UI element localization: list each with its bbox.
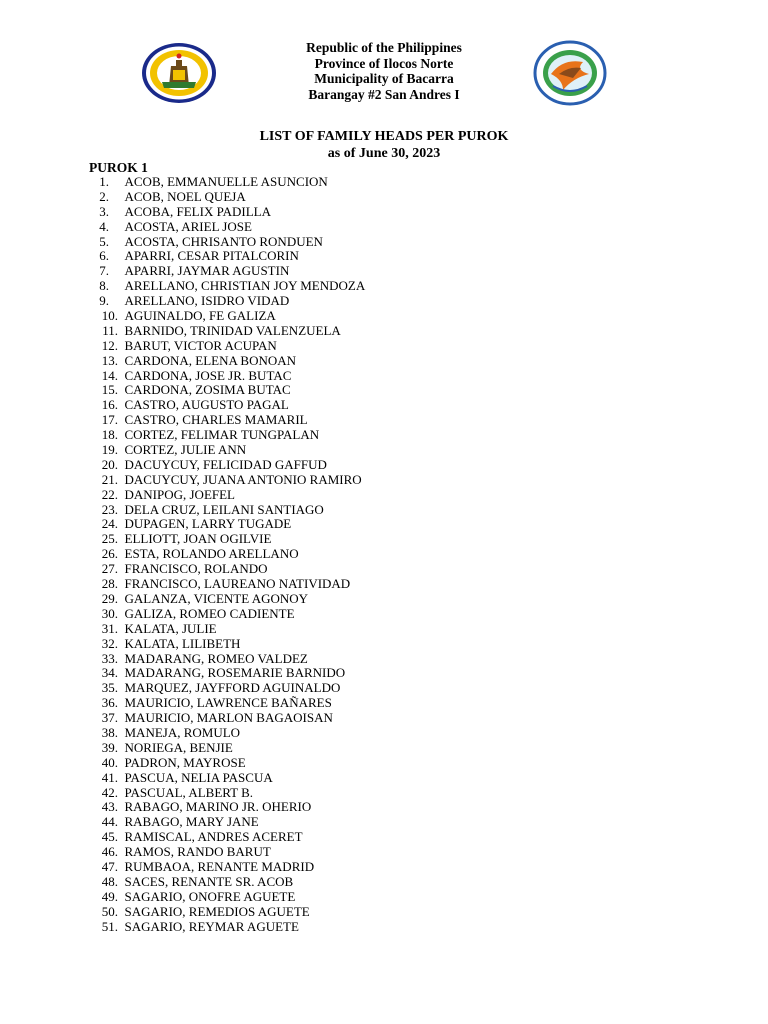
list-item-number: 33. <box>101 650 118 666</box>
family-heads-list <box>88 175 365 934</box>
list-item <box>88 532 365 547</box>
list-item <box>88 220 365 235</box>
list-item-number: 21. <box>101 471 118 487</box>
header-municipality: Municipality of Bacarra <box>314 71 454 86</box>
list-item <box>88 607 365 622</box>
list-item <box>88 279 365 294</box>
list-item-name: MANEJA, ROMULO <box>124 724 241 740</box>
list-item-name: CASTRO, AUGUSTO PAGAL <box>124 397 289 413</box>
list-item-number: 32. <box>101 635 118 651</box>
list-item <box>88 726 365 741</box>
list-item-number: 5. <box>99 233 109 249</box>
list-item <box>88 443 365 458</box>
list-item-name: RABAGO, MARY JANE <box>124 814 259 830</box>
list-item <box>88 458 365 473</box>
list-item-name: CARDONA, JOSE JR. BUTAC <box>124 367 292 383</box>
list-item-number: 36. <box>101 695 118 711</box>
list-item <box>88 652 365 667</box>
list-item-number: 40. <box>101 754 118 770</box>
list-item-number: 26. <box>101 546 118 562</box>
list-item <box>88 666 365 681</box>
list-item-number: 8. <box>99 278 109 294</box>
list-item <box>88 845 365 860</box>
list-item-number: 41. <box>101 769 118 785</box>
list-item-name: CORTEZ, FELIMAR TUNGPALAN <box>124 427 320 443</box>
list-item-name: MARQUEZ, JAYFFORD AGUINALDO <box>124 680 341 696</box>
list-item-name: MAURICIO, MARLON BAGAOISAN <box>124 710 333 726</box>
list-item <box>88 637 365 652</box>
list-item-name: CARDONA, ZOSIMA BUTAC <box>124 382 291 398</box>
list-item-name: GALIZA, ROMEO CADIENTE <box>124 605 295 621</box>
header-province: Province of Ilocos Norte <box>314 55 454 71</box>
list-item-name: DACUYCUY, JUANA ANTONIO RAMIRO <box>124 471 362 487</box>
list-item-number: 31. <box>101 620 118 636</box>
list-item-number: 34. <box>101 665 118 681</box>
list-item-name: ACOSTA, CHRISANTO RONDUEN <box>124 233 323 249</box>
list-item <box>88 547 365 562</box>
list-item-name: ARELLANO, ISIDRO VIDAD <box>124 293 290 309</box>
list-item <box>88 756 365 771</box>
list-item-name: KALATA, LILIBETH <box>124 635 241 651</box>
list-item-name: RABAGO, MARINO JR. OHERIO <box>124 799 312 815</box>
title-date: as of June 30, 2023 <box>327 146 441 161</box>
title-main: LIST OF FAMILY HEADS PER PUROK <box>259 129 509 144</box>
list-item-name: NORIEGA, BENJIE <box>124 739 233 755</box>
list-item <box>88 473 365 488</box>
list-item-number: 48. <box>101 873 118 889</box>
list-item-name: PADRON, MAYROSE <box>124 754 246 770</box>
list-item-number: 14. <box>101 367 118 383</box>
list-item-number: 2. <box>99 188 109 204</box>
list-item-number: 42. <box>101 784 118 800</box>
list-item-number: 11. <box>102 322 118 338</box>
list-item-name: ACOB, EMMANUELLE ASUNCION <box>124 174 328 189</box>
list-item-name: CORTEZ, JULIE ANN <box>124 442 247 458</box>
list-item-number: 16. <box>101 397 118 413</box>
list-item-name: RUMBAOA, RENANTE MADRID <box>124 858 315 874</box>
list-item-name: MADARANG, ROSEMARIE BARNIDO <box>124 665 346 681</box>
list-item <box>88 800 365 815</box>
list-item-number: 44. <box>101 814 118 830</box>
list-item-number: 10. <box>101 308 118 324</box>
list-item <box>88 428 365 443</box>
list-item-name: DELA CRUZ, LEILANI SANTIAGO <box>124 501 324 517</box>
list-item-name: BARNIDO, TRINIDAD VALENZUELA <box>124 322 341 338</box>
list-item <box>88 309 365 324</box>
list-item <box>88 398 365 413</box>
list-item-name: PASCUAL, ALBERT B. <box>124 784 254 800</box>
list-item <box>88 592 365 607</box>
list-item-number: 43. <box>101 799 118 815</box>
list-item <box>88 771 365 786</box>
header-country: Republic of the Philippines <box>306 40 462 55</box>
list-item-name: MAURICIO, LAWRENCE BAÑARES <box>124 695 332 711</box>
list-item <box>88 488 365 503</box>
list-item-number: 3. <box>99 203 109 219</box>
list-item <box>88 503 365 518</box>
list-item-name: DUPAGEN, LARRY TUGADE <box>124 516 292 532</box>
list-item-number: 51. <box>101 918 118 934</box>
list-item-name: MADARANG, ROMEO VALDEZ <box>124 650 308 666</box>
list-item-number: 50. <box>101 903 118 919</box>
list-item-name: ACOBA, FELIX PADILLA <box>124 203 271 219</box>
list-item-number: 9. <box>99 293 109 309</box>
list-item-name: DANIPOG, JOEFEL <box>124 486 235 502</box>
list-item-name: DACUYCUY, FELICIDAD GAFFUD <box>124 456 327 472</box>
list-item-name: BARUT, VICTOR ACUPAN <box>124 337 277 353</box>
list-item-name: CARDONA, ELENA BONOAN <box>124 352 297 368</box>
list-item-number: 37. <box>101 710 118 726</box>
list-item-number: 39. <box>101 739 118 755</box>
list-item <box>88 354 365 369</box>
list-item-number: 23. <box>101 501 118 517</box>
list-item <box>88 830 365 845</box>
list-item <box>88 294 365 309</box>
list-item <box>88 383 365 398</box>
list-item <box>88 890 365 905</box>
list-item-number: 49. <box>101 888 118 904</box>
list-item-number: 18. <box>101 427 118 443</box>
list-item-name: ACOB, NOEL QUEJA <box>124 188 246 204</box>
list-item-name: FRANCISCO, LAUREANO NATIVIDAD <box>124 576 351 592</box>
list-item-name: SAGARIO, REMEDIOS AGUETE <box>124 903 310 919</box>
list-item-number: 12. <box>101 337 118 353</box>
list-item-name: KALATA, JULIE <box>124 620 217 636</box>
header-barangay: Barangay #2 San Andres I <box>308 86 460 102</box>
list-item-name: ESTA, ROLANDO ARELLANO <box>124 546 299 562</box>
list-item-number: 46. <box>101 844 118 860</box>
document-title <box>0 128 768 162</box>
list-item-number: 28. <box>101 576 118 592</box>
list-item-number: 7. <box>99 263 109 279</box>
list-item <box>88 264 365 279</box>
list-item <box>88 235 365 250</box>
list-item <box>88 696 365 711</box>
list-item-number: 35. <box>101 680 118 696</box>
list-item-number: 45. <box>101 829 118 845</box>
list-item-name: SAGARIO, ONOFRE AGUETE <box>124 888 296 904</box>
list-item <box>88 786 365 801</box>
list-item <box>88 249 365 264</box>
list-item-number: 6. <box>99 248 109 264</box>
list-item-number: 17. <box>101 412 118 428</box>
list-item <box>88 622 365 637</box>
list-item-number: 20. <box>101 456 118 472</box>
list-item-name: SAGARIO, REYMAR AGUETE <box>124 918 299 934</box>
list-item <box>88 681 365 696</box>
list-item-name: APARRI, JAYMAR AGUSTIN <box>124 263 290 279</box>
list-item-name: ARELLANO, CHRISTIAN JOY MENDOZA <box>124 278 366 294</box>
list-item-name: RAMISCAL, ANDRES ACERET <box>124 829 303 845</box>
list-item-number: 22. <box>101 486 118 502</box>
list-item <box>88 175 365 190</box>
list-item-number: 15. <box>101 382 118 398</box>
list-item-number: 13. <box>101 352 118 368</box>
list-item-name: FRANCISCO, ROLANDO <box>124 561 268 577</box>
list-item <box>88 562 365 577</box>
list-item-name: AGUINALDO, FE GALIZA <box>124 308 276 324</box>
list-item <box>88 711 365 726</box>
list-item-number: 30. <box>101 605 118 621</box>
list-item <box>88 577 365 592</box>
list-item <box>88 905 365 920</box>
list-item-name: APARRI, CESAR PITALCORIN <box>124 248 299 264</box>
list-item-name: SACES, RENANTE SR. ACOB <box>124 873 294 889</box>
list-item <box>88 860 365 875</box>
list-item-name: ACOSTA, ARIEL JOSE <box>124 218 252 234</box>
list-item <box>88 815 365 830</box>
document-header <box>0 40 768 102</box>
list-item-number: 47. <box>101 858 118 874</box>
purok-label: PUROK 1 <box>89 160 148 175</box>
list-item-name: RAMOS, RANDO BARUT <box>124 844 271 860</box>
list-item-name: GALANZA, VICENTE AGONOY <box>124 590 309 606</box>
list-item <box>88 517 365 532</box>
list-item <box>88 369 365 384</box>
list-item-number: 4. <box>99 218 109 234</box>
list-item-name: PASCUA, NELIA PASCUA <box>124 769 273 785</box>
list-item <box>88 741 365 756</box>
list-item <box>88 875 365 890</box>
list-item-number: 25. <box>101 531 118 547</box>
list-item-number: 27. <box>101 561 118 577</box>
list-item <box>88 413 365 428</box>
list-item <box>88 920 365 935</box>
list-item <box>88 324 365 339</box>
list-item-name: CASTRO, CHARLES MAMARIL <box>124 412 308 428</box>
list-item-number: 38. <box>101 724 118 740</box>
list-item <box>88 205 365 220</box>
list-item-number: 19. <box>101 442 118 458</box>
list-item-name: ELLIOTT, JOAN OGILVIE <box>124 531 272 547</box>
list-item-number: 24. <box>101 516 118 532</box>
list-item <box>88 190 365 205</box>
list-item-number: 1. <box>99 174 109 189</box>
list-item-number: 29. <box>101 590 118 606</box>
list-item <box>88 339 365 354</box>
